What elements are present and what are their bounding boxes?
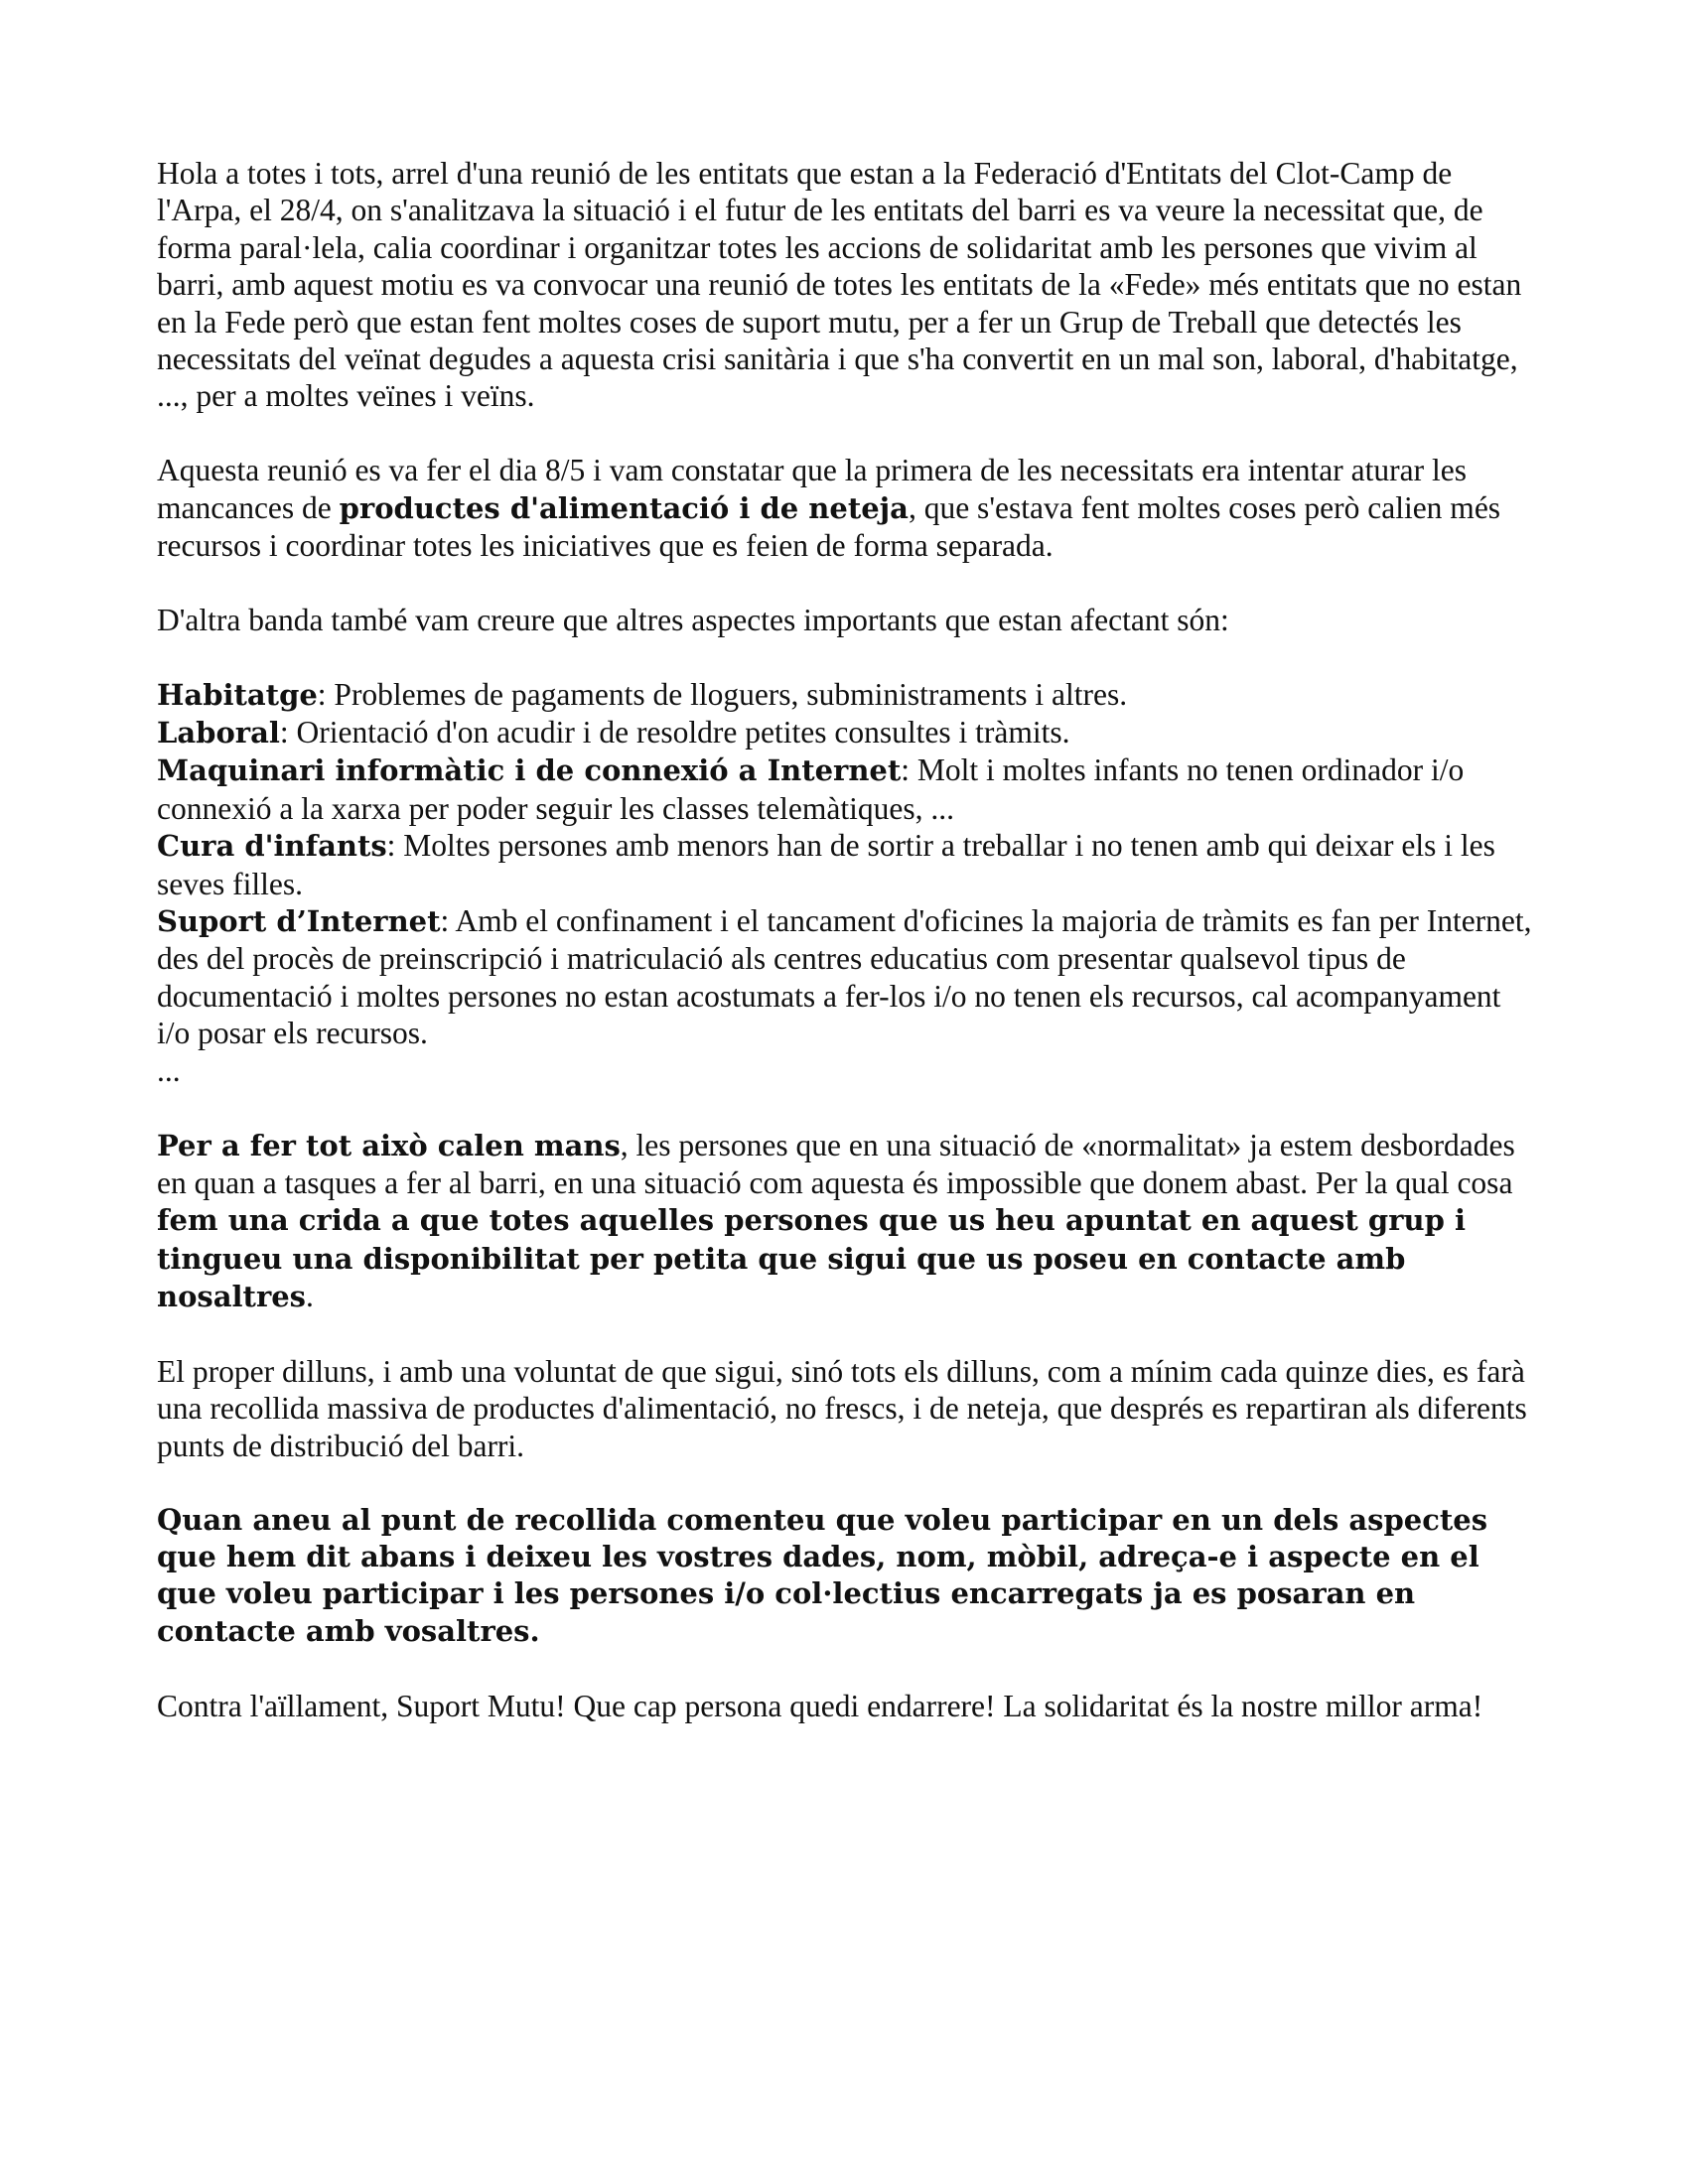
paragraph-closing: Contra l'aïllament, Suport Mutu! Que cap persona quedi endarrere! La solidaritat és la nostre millor arma! [157,1688,1483,1723]
paragraph-collection: El proper dilluns, i amb una voluntat de que sigui, sinó tots els dilluns, com a mínim cada quinze dies, es farà una recollida massiva de productes d'alimentació, no frescs, i de neteja, que després es repartiran als diferents punts de distribució del barri. [157,1353,1527,1463]
list-item-text: : Molt i moltes infants no tenen ordinador i/o connexió a la xarxa per poder seguir les classes telemàtiques, ... [157,752,1465,826]
paragraph-instructions: Quan aneu al punt de recollida comenteu que voleu participar en un dels aspectes que hem dit abans i deixeu les vostres dades, nom, mòbil, adreça-e i aspecte en el que voleu participar i les persones i/o col·lectius encarregats ja es posaran en contacte amb vosaltres. [157,1502,1488,1648]
list-ellipsis: ... [157,1052,181,1088]
list-item-text: : Amb el confinament i el tancament d'oficines la majoria de tràmits es fan per Internet, des del procès de preinscripció i matriculació als centres educatius com presentar qualsevol tipus de documentació i moltes persones no estan acostumats a fer-los i/o no tenen els recursos, cal acompanyament i/o posar els recursos. [157,903,1532,1051]
paragraph-aspects-intro: D'altra banda també vam creure que altres aspectes importants que estan afectant són: [157,602,1229,637]
paragraph-meeting-text-after: , que s'estava fent moltes coses però calien més recursos i coordinar totes les iniciatives que es feien de forma separada. [157,489,1501,564]
paragraph-intro: Hola a totes i tots, arrel d'una reunió de les entitats que estan a la Federació d'Entitats del Clot-Camp de l'Arpa, el 28/4, on s'analitzava la situació i el futur de les entitats del barri es va veure la necessitat que, de forma paral·lela, calia coordinar i organitzar totes les accions de solidaritat amb les persones que vivim al barri, amb aquest motiu es va convocar una reunió de totes les entitats de la «Fede» més entitats que no estan en la Fede però que estan fent moltes coses de suport mutu, per a fer un Grup de Treball que detectés les necessitats del veïnat degudes a aquesta crisi sanitària i que s'ha convertit en un mal son, laboral, d'habitatge, ..., per a moltes veïnes i veïns. [157,156,1522,414]
list-item-laboral [157,714,1537,751]
list-item-text: : Moltes persones amb menors han de sortir a treballar i no tenen amb qui deixar els i les seves filles. [157,828,1495,901]
paragraph-call-to-action [157,1127,1537,1316]
list-item-text: : Problemes de pagaments de lloguers, subministraments i altres. [317,676,1128,712]
paragraph-meeting-text-before: Aquesta reunió es va fer el dia 8/5 i vam constatar que la primera de les necessitats era intentar aturar les mancances de [157,453,1467,525]
list-item-term: Cura d'infants [157,829,387,864]
paragraph-meeting-bold: productes d'alimentació i de neteja [339,490,909,525]
list-item-cura-infants [157,827,1537,902]
list-item-term: Habitatge [157,677,318,712]
call-to-action-bold-request: fem una crida a que totes aquelles persones que us heu apuntat en aquest grup i tingueu una disponibilitat per petita que sigui que us poseu en contacte amb nosaltres [157,1203,1466,1314]
call-to-action-text: , les persones que en una situació de «normalitat» ja estem desbordades en quan a tasques a fer al barri, en una situació com aquesta és impossible que donem abast. Per la qual cosa [157,1127,1515,1200]
call-to-action-end: . [306,1279,314,1314]
document-body [157,155,1537,1761]
list-item-text: : Orientació d'on acudir i de resoldre petites consultes i tràmits. [279,715,1070,751]
list-item-term: Laboral [157,716,280,751]
list-item-term: Maquinari informàtic i de connexió a Internet [157,753,902,788]
list-item-maquinari [157,751,1537,827]
list-item-term: Suport d’Internet [157,904,441,939]
call-to-action-bold-lead: Per a fer tot això calen mans [157,1128,621,1162]
list-item-suport-internet [157,902,1537,1052]
paragraph-meeting [157,452,1537,564]
list-item-habitatge [157,676,1537,714]
